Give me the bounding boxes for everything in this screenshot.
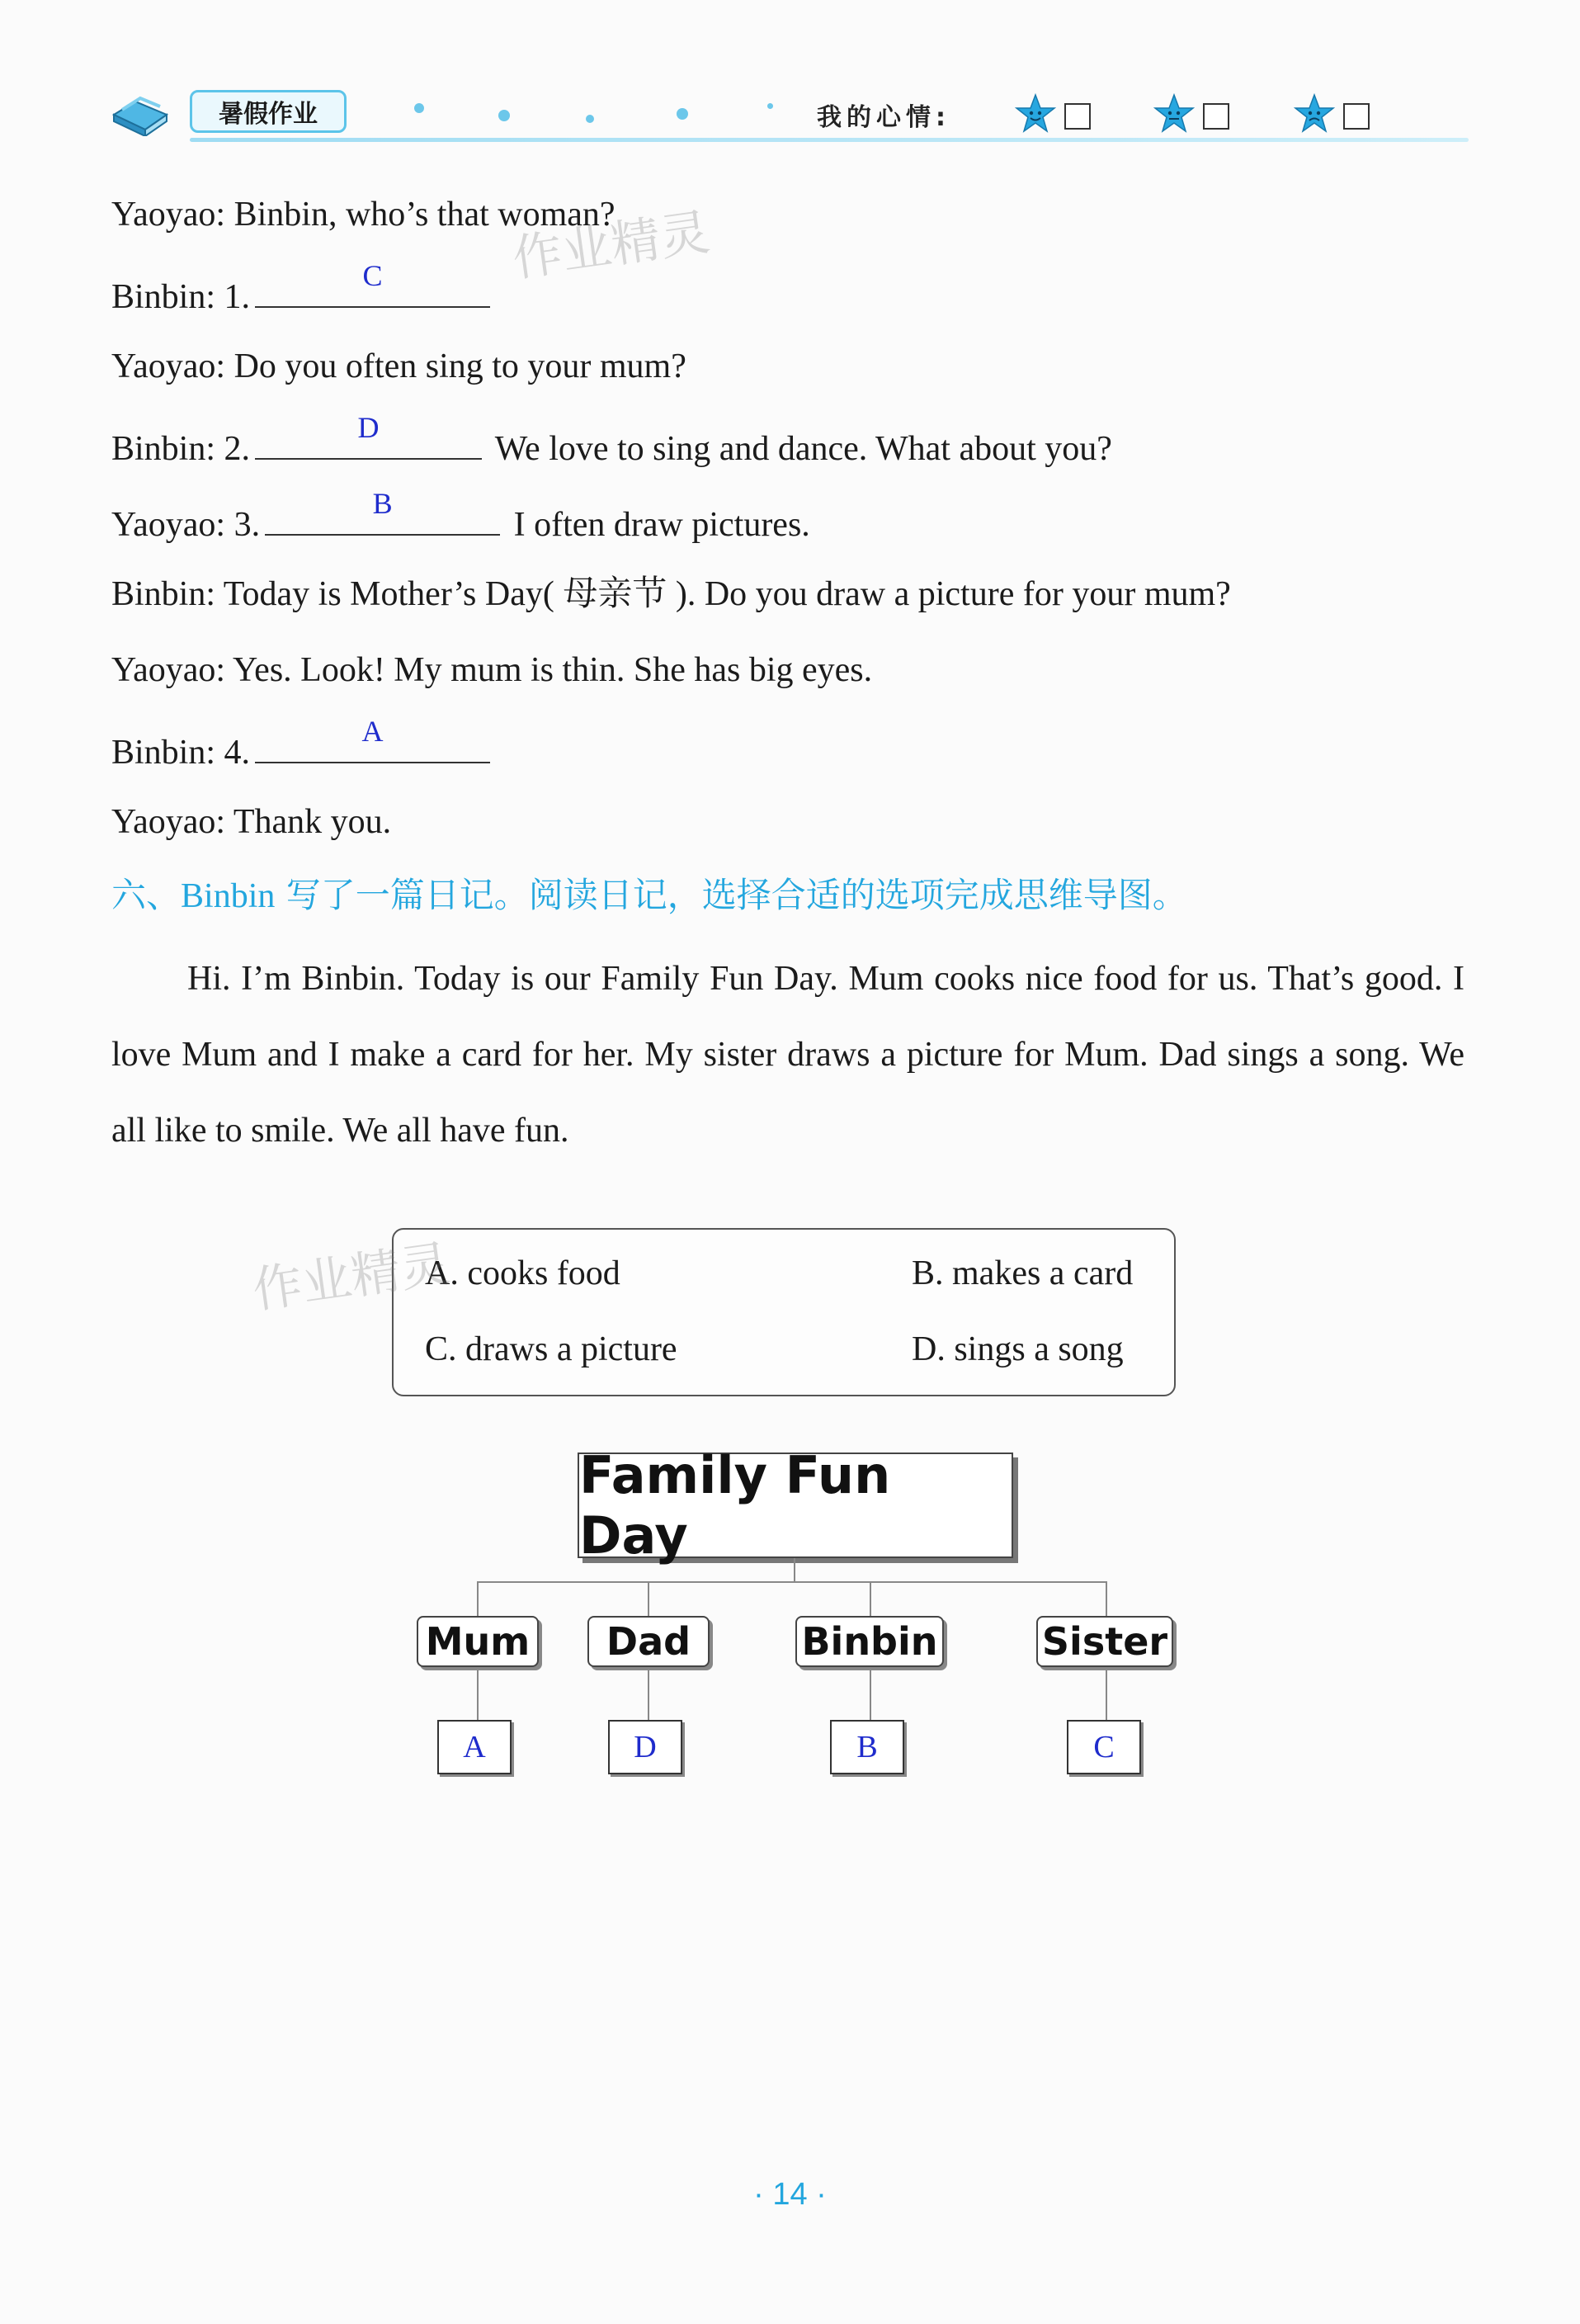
decor-dot [498, 110, 510, 121]
mood-checkbox[interactable] [1064, 103, 1091, 130]
diary-passage [111, 941, 1464, 1169]
mood-option-2[interactable] [1153, 90, 1244, 139]
handwritten-answer: A [361, 715, 384, 748]
mind-map-node-dad: Dad [587, 1616, 710, 1667]
connector-line [870, 1581, 871, 1616]
connector-line [477, 1581, 479, 1616]
mind-map-answer-box[interactable]: D [608, 1720, 682, 1774]
dialogue-text: Today is Mother’s Day( 母亲节 ). Do you draw a picture for your mum? [223, 575, 1231, 613]
decor-dot [586, 115, 594, 123]
dialogue-text: We love to sing and dance. What about you? [494, 430, 1112, 468]
options-box [392, 1228, 1176, 1396]
star-face-icon [1153, 93, 1195, 135]
mood-checkbox[interactable] [1203, 103, 1229, 130]
mind-map-answer-box[interactable]: B [830, 1720, 904, 1774]
watermark: 作业精灵 [248, 1235, 454, 1320]
mind-map-answer-box[interactable]: C [1067, 1720, 1141, 1774]
section-title [111, 875, 1187, 917]
speaker-name: Yaoyao: [111, 196, 226, 234]
book-label: 暑假作业 [190, 90, 347, 133]
answer-blank[interactable] [255, 411, 482, 460]
dialogue-text: Thank you. [233, 803, 392, 841]
decor-dot [767, 103, 773, 109]
section-name: Binbin [181, 877, 276, 915]
speaker-name: Binbin: [111, 278, 216, 316]
speaker-name: Binbin: [111, 575, 216, 613]
diary-text: Hi. I’m Binbin. Today is our Family Fun Day. Mum cooks nice food for us. That’s good. I love Mum and I make a card for her. My sister draws a picture for Mum. Dad sings a song. We all like to smile. We all have fun. [111, 960, 1464, 1150]
section-instruction: 写了一篇日记。阅读日记，选择合适的选项完成思维导图。 [285, 875, 1187, 915]
speaker-name: Yaoyao: [111, 803, 226, 841]
mind-map-node-sister: Sister [1036, 1616, 1173, 1667]
answer-blank[interactable] [255, 259, 490, 308]
dialogue-text: Binbin, who’s that woman? [233, 196, 615, 234]
connector-line [794, 1558, 795, 1581]
question-number: 2. [224, 430, 251, 468]
book-stack-icon [111, 90, 170, 136]
dialogue-text: Yes. Look! My mum is thin. She has big eyes. [233, 651, 873, 689]
connector-line [870, 1667, 871, 1720]
decor-dot [677, 108, 688, 120]
mood-checkbox[interactable] [1343, 103, 1370, 130]
dialogue-line [111, 649, 872, 691]
dialogue-text: Do you often sing to your mum? [233, 347, 686, 385]
mood-option-1[interactable] [1015, 90, 1106, 139]
connector-line [1106, 1581, 1107, 1616]
option-a: A. cooks food [425, 1254, 620, 1292]
speaker-name: Binbin: [111, 734, 216, 772]
answer-blank[interactable] [255, 715, 490, 763]
speaker-name: Yaoyao: [111, 506, 226, 544]
connector-line [477, 1581, 1107, 1583]
dialogue-line [111, 487, 810, 546]
mood-option-3[interactable] [1294, 90, 1384, 139]
connector-line [648, 1667, 649, 1720]
page-number: · 14 · [753, 2177, 827, 2212]
speaker-name: Yaoyao: [111, 347, 226, 385]
dialogue-line [111, 801, 391, 843]
question-number: 3. [233, 506, 261, 544]
option-c: C. draws a picture [425, 1330, 677, 1368]
watermark: 作业精灵 [508, 203, 714, 289]
mind-map-node-mum: Mum [417, 1616, 539, 1667]
dialogue-line [111, 574, 1231, 615]
star-face-icon [1294, 93, 1335, 135]
dialogue-line [111, 411, 1112, 470]
handwritten-answer: D [357, 411, 380, 444]
mind-map-title: Family Fun Day [578, 1452, 1013, 1558]
mind-map-node-binbin: Binbin [795, 1616, 944, 1667]
mood-label: 我的心情: [817, 103, 950, 132]
question-number: 4. [224, 734, 251, 772]
connector-line [477, 1667, 479, 1720]
page-header [107, 78, 1469, 153]
dialogue-line [111, 715, 495, 773]
handwritten-answer: B [372, 487, 393, 520]
section-number: 六、 [111, 875, 182, 915]
dialogue-line [111, 346, 686, 387]
dialogue-line [111, 259, 495, 318]
question-number: 1. [224, 278, 251, 316]
dialogue-text: I often draw pictures. [513, 506, 810, 544]
speaker-name: Binbin: [111, 430, 216, 468]
star-face-icon [1015, 93, 1056, 135]
option-b: B. makes a card [912, 1254, 1134, 1292]
header-divider [190, 138, 1469, 142]
mind-map-answer-box[interactable]: A [437, 1720, 512, 1774]
answer-blank[interactable] [265, 487, 500, 536]
connector-line [1106, 1667, 1107, 1720]
speaker-name: Yaoyao: [111, 651, 226, 689]
handwritten-answer: C [362, 259, 383, 292]
dialogue-line [111, 194, 615, 235]
decor-dot [414, 103, 424, 113]
connector-line [648, 1581, 649, 1616]
option-d: D. sings a song [912, 1330, 1124, 1368]
